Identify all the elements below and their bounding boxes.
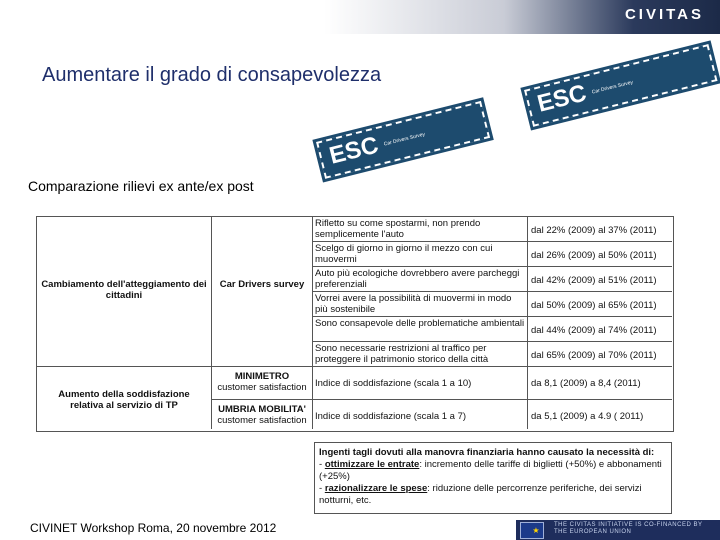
result-cell: dal 26% (2009) al 50% (2011): [531, 250, 657, 261]
result-cell: dal 65% (2009) al 70% (2011): [531, 350, 657, 361]
category-cell: Cambiamento dell'atteggiamento dei cittadini: [41, 279, 207, 301]
question-cell: Indice di soddisfazione (scala 1 a 10): [315, 378, 472, 389]
result-cell: da 5,1 (2009) a 4.9 ( 2011): [531, 411, 644, 422]
note-item-1-text: : incremento delle tariffe di biglietti (+50%) e abbonamenti (+25%): [319, 459, 662, 482]
note-item-2-label: razionalizzare le spese: [324, 483, 428, 494]
question-cell: Scelgo di giorno in giorno il mezzo con cui muovermi: [315, 243, 493, 265]
category-cell: Aumento della soddisfazione relativa al servizio di TP: [58, 389, 190, 411]
result-cell: da 8,1 (2009) a 8,4 (2011): [531, 378, 641, 389]
question-cell: Auto più ecologiche dovrebbero avere parcheggi preferenziali: [315, 268, 520, 290]
stamp-small-text: Car Drivers Survey: [383, 131, 426, 148]
question-cell: Vorrei avere la possibilità di muovermi in modo più sostenibile: [315, 293, 512, 315]
eu-banner: [516, 520, 720, 540]
note-item-2-text: : riduzione delle percorrenze periferiche, dei servizi notturni, etc.: [319, 483, 642, 506]
note-box: [314, 442, 672, 514]
question-cell: Sono consapevole delle problematiche ambientali: [315, 318, 525, 329]
note-item-1-label: ottimizzare le entrate: [324, 459, 420, 470]
header-band: [0, 0, 720, 34]
slide-title: Aumentare il grado di consapevolezza: [42, 64, 382, 86]
result-cell: dal 44% (2009) al 74% (2011): [531, 325, 657, 336]
eu-flag-icon: ★: [520, 522, 544, 539]
stamp-text: ESC: [534, 79, 590, 118]
operator-sub-cell: customer satisfaction: [217, 382, 307, 393]
question-cell: Indice di soddisfazione (scala 1 a 7): [315, 411, 467, 422]
question-cell: Rifletto su come spostarmi, non prendo semplicemente l'auto: [315, 218, 481, 240]
comparison-table: [36, 216, 674, 432]
survey-cell: Car Drivers survey: [219, 279, 305, 290]
question-cell: Sono necessarie restrizioni al traffico per proteggere il patrimonio storico della città: [315, 343, 489, 365]
stamp-small-text: Car Drivers Survey: [591, 79, 634, 96]
operator-sub-cell: customer satisfaction: [217, 415, 307, 426]
esc-stamp: [316, 101, 490, 179]
operator-cell: UMBRIA MOBILITA': [218, 404, 306, 415]
civitas-logo: CIVITAS: [624, 6, 704, 23]
note-item-2: - razionalizzare le spese: riduzione delle percorrenze periferiche, dei servizi notturni, etc.: [319, 483, 642, 506]
result-cell: dal 50% (2009) al 65% (2011): [531, 300, 657, 311]
section-subtitle: Comparazione rilievi ex ante/ex post: [28, 178, 254, 194]
eu-banner-text: THE CIVITAS INITIATIVE IS CO-FINANCED BY THE EUROPEAN UNION: [554, 522, 703, 535]
operator-cell: MINIMETRO: [234, 371, 290, 382]
footer-text: CIVINET Workshop Roma, 20 novembre 2012: [30, 521, 277, 535]
result-cell: dal 42% (2009) al 51% (2011): [531, 275, 657, 286]
note-intro: Ingenti tagli dovuti alla manovra finanziaria hanno causato la necessità di:: [319, 447, 655, 458]
stamp-text: ESC: [326, 131, 382, 170]
note-item-1: - ottimizzare le entrate: incremento delle tariffe di biglietti (+50%) e abbonamenti (+25%): [319, 459, 662, 482]
result-cell: dal 22% (2009) al 37% (2011): [531, 225, 657, 236]
esc-stamp: [524, 44, 718, 127]
